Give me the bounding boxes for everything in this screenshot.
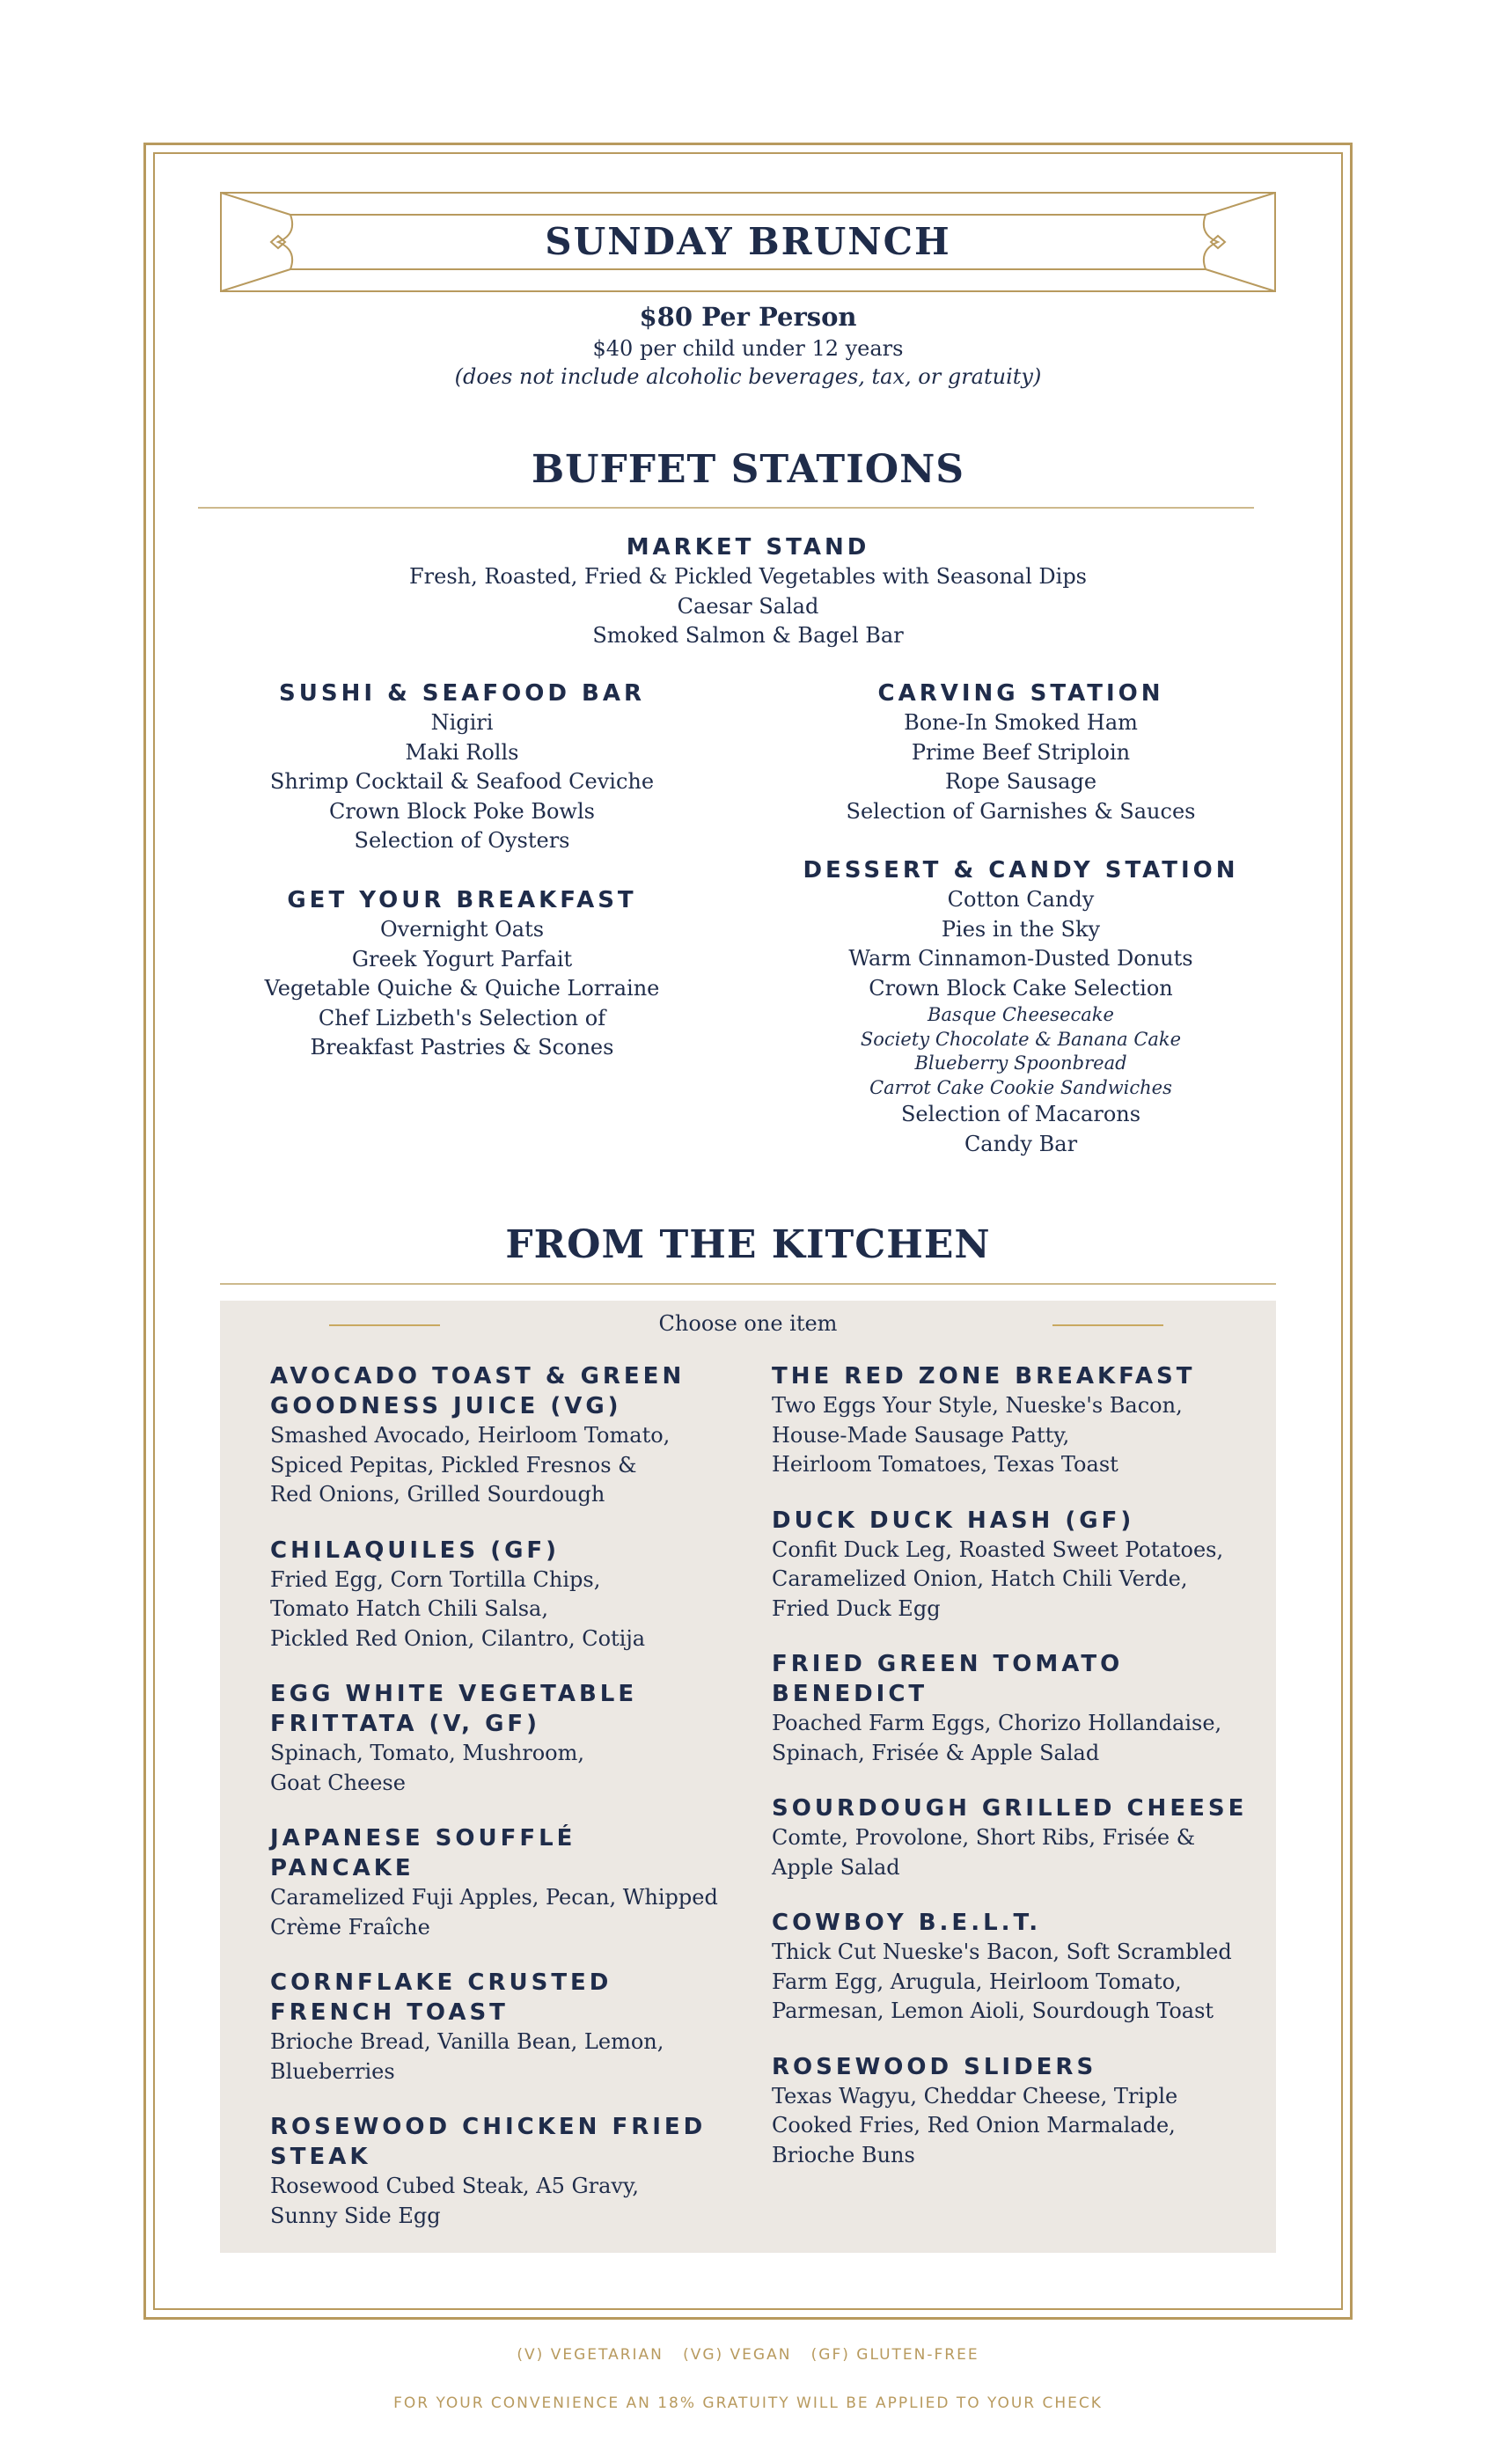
item-name: JAPANESE SOUFFLÉ PANCAKE: [270, 1825, 576, 1881]
market-stand-section: [0, 532, 1496, 651]
sushi-item: Crown Block Poke Bowls: [329, 798, 595, 824]
item-name: CORNFLAKE CRUSTED: [270, 1969, 612, 1996]
carving-item: Selection of Garnishes & Sauces: [846, 798, 1196, 824]
desc-line: Goat Cheese: [270, 1770, 406, 1795]
dessert-section: [757, 855, 1285, 1159]
desc-line: Spinach, Tomato, Mushroom,: [270, 1741, 584, 1765]
breakfast-title: GET YOUR BREAKFAST: [287, 887, 637, 913]
carving-item: Prime Beef Striploin: [911, 739, 1131, 765]
item-name: EGG WHITE VEGETABLE: [270, 1681, 638, 1707]
dessert-item: Crown Block Cake Selection: [869, 975, 1173, 1001]
item-name: STEAK: [270, 2144, 371, 2170]
kitchen-item: [772, 1908, 1265, 2027]
cake-subitem: Basque Cheesecake: [928, 1004, 1114, 1025]
sushi-item: Selection of Oysters: [354, 828, 570, 853]
kitchen-right-column: [772, 1361, 1265, 2196]
item-description: [270, 1421, 728, 1510]
carving-item: Rope Sausage: [944, 769, 1097, 794]
dessert-item: Warm Cinnamon-Dusted Donuts: [848, 946, 1193, 971]
kitchen-left-column: [270, 1361, 728, 2256]
item-name: ROSEWOOD SLIDERS: [772, 2053, 1097, 2080]
market-item: Fresh, Roasted, Fried & Pickled Vegetables with Seasonal Dips: [408, 564, 1087, 589]
item-description: [270, 1883, 728, 1942]
desc-line: Spiced Pepitas, Pickled Fresnos &: [270, 1452, 637, 1478]
item-name: DUCK DUCK HASH (GF): [772, 1507, 1135, 1534]
market-stand-title: MARKET STAND: [626, 534, 870, 561]
dessert-title: DESSERT & CANDY STATION: [803, 857, 1239, 884]
desc-line: Two Eggs Your Style, Nueske's Bacon,: [772, 1393, 1183, 1418]
item-name: THE RED ZONE BREAKFAST: [772, 1363, 1196, 1390]
desc-line: Pickled Red Onion, Cilantro, Cotija: [270, 1625, 646, 1651]
desc-line: Heirloom Tomatoes, Texas Toast: [772, 1452, 1118, 1477]
choose-one-note: Choose one item: [658, 1311, 838, 1336]
kitchen-item: [772, 1649, 1265, 1768]
cake-subitem: Blueberry Spoonbread: [914, 1052, 1127, 1074]
item-description: [772, 1938, 1265, 2027]
kitchen-item: [270, 1361, 728, 1510]
child-price: $40 per child under 12 years: [592, 336, 904, 361]
kitchen-item: [270, 1823, 728, 1942]
gratuity-note: FOR YOUR CONVENIENCE AN 18% GRATUITY WILL BE APPLIED TO YOUR CHECK: [393, 2394, 1103, 2412]
kitchen-item: [270, 1679, 728, 1798]
dessert-item: Cotton Candy: [947, 887, 1095, 912]
desc-line: Caramelized Onion, Hatch Chili Verde,: [772, 1566, 1188, 1591]
sushi-title: SUSHI & SEAFOOD BAR: [279, 680, 645, 707]
kitchen-item: [772, 2052, 1265, 2171]
desc-line: Brioche Buns: [772, 2142, 915, 2167]
desc-line: Farm Egg, Arugula, Heirloom Tomato,: [772, 1969, 1182, 1994]
breakfast-item: Greek Yogurt Parfait: [351, 946, 573, 972]
kitchen-item: [772, 1793, 1265, 1882]
item-description: [772, 1391, 1265, 1480]
item-name: CHILAQUILES (GF): [270, 1536, 561, 1564]
sushi-item: Nigiri: [430, 710, 494, 735]
item-name: FRENCH TOAST: [270, 1999, 509, 2026]
carving-section: [757, 678, 1285, 826]
kitchen-item: [270, 1536, 728, 1654]
desc-line: Caramelized Fuji Apples, Pecan, Whipped: [270, 1885, 718, 1910]
buffet-divider: [198, 507, 1254, 509]
dessert-item: Candy Bar: [964, 1131, 1078, 1156]
desc-line: Fried Egg, Corn Tortilla Chips,: [270, 1566, 601, 1592]
item-name: AVOCADO TOAST & GREEN: [270, 1363, 686, 1390]
desc-line: Fried Duck Egg: [772, 1595, 941, 1621]
desc-line: Confit Duck Leg, Roasted Sweet Potatoes,: [772, 1536, 1224, 1562]
item-description: [772, 2082, 1265, 2171]
desc-line: Poached Farm Eggs, Chorizo Hollandaise,: [772, 1711, 1222, 1735]
item-name: GOODNESS JUICE (VG): [270, 1393, 622, 1419]
dietary-legend: (V) VEGETARIAN (VG) VEGAN (GF) GLUTEN-FREE: [517, 2346, 979, 2364]
desc-line: Tomato Hatch Chili Salsa,: [270, 1596, 548, 1621]
market-item: Smoked Salmon & Bagel Bar: [592, 623, 904, 648]
breakfast-item: Chef Lizbeth's Selection of: [318, 1005, 606, 1030]
item-name: FRITTATA (V, GF): [270, 1711, 541, 1737]
kitchen-heading: FROM THE KITCHEN: [505, 1222, 991, 1267]
breakfast-item: Vegetable Quiche & Quiche Lorraine: [264, 976, 660, 1001]
item-description: [270, 1566, 728, 1654]
desc-line: Spinach, Frisée & Apple Salad: [772, 1740, 1100, 1765]
item-description: [772, 1823, 1265, 1882]
desc-line: Blueberries: [270, 2058, 395, 2084]
kitchen-item: [772, 1506, 1265, 1624]
carving-item: Bone-In Smoked Ham: [904, 710, 1138, 735]
item-name: ROSEWOOD CHICKEN FRIED: [270, 2114, 707, 2140]
item-description: [772, 1536, 1265, 1624]
breakfast-item: Overnight Oats: [379, 917, 545, 942]
breakfast-item: Breakfast Pastries & Scones: [310, 1035, 614, 1060]
dessert-item: Pies in the Sky: [941, 916, 1101, 942]
item-name: BENEDICT: [772, 1681, 928, 1707]
desc-line: Red Onions, Grilled Sourdough: [270, 1482, 605, 1507]
market-item: Caesar Salad: [677, 593, 819, 619]
desc-line: Sunny Side Egg: [270, 2203, 441, 2228]
cake-subitem: Society Chocolate & Banana Cake: [860, 1028, 1182, 1050]
kitchen-item: [270, 1968, 728, 2086]
buffet-heading: BUFFET STATIONS: [531, 447, 965, 492]
desc-line: Cooked Fries, Red Onion Marmalade,: [772, 2113, 1176, 2138]
kitchen-item: [772, 1361, 1265, 1480]
desc-line: Thick Cut Nueske's Bacon, Soft Scrambled: [772, 1940, 1232, 1964]
item-description: [270, 2028, 728, 2086]
adult-price: $80 Per Person: [639, 302, 857, 332]
sushi-section: [198, 678, 726, 856]
sushi-item: Maki Rolls: [405, 739, 519, 765]
desc-line: Crème Fraîche: [270, 1914, 430, 1940]
item-name: FRIED GREEN TOMATO: [772, 1651, 1124, 1677]
desc-line: House-Made Sausage Patty,: [772, 1422, 1070, 1448]
sushi-item: Shrimp Cocktail & Seafood Ceviche: [269, 769, 655, 794]
desc-line: Parmesan, Lemon Aioli, Sourdough Toast: [772, 1998, 1214, 2023]
breakfast-section: [198, 885, 726, 1063]
desc-line: Apple Salad: [772, 1854, 900, 1880]
kitchen-item: [270, 2112, 728, 2231]
cake-subitem: Carrot Cake Cookie Sandwiches: [869, 1076, 1172, 1098]
price-note: (does not include alcoholic beverages, tax, or gratuity): [454, 364, 1042, 389]
desc-line: Smashed Avocado, Heirloom Tomato,: [270, 1423, 671, 1448]
item-description: [772, 1709, 1265, 1768]
item-description: [270, 1739, 728, 1798]
item-description: [270, 2172, 728, 2231]
desc-line: Rosewood Cubed Steak, A5 Gravy,: [270, 2174, 639, 2198]
item-name: SOURDOUGH GRILLED CHEESE: [772, 1795, 1248, 1822]
desc-line: Comte, Provolone, Short Ribs, Frisée &: [772, 1825, 1196, 1850]
dessert-item: Selection of Macarons: [900, 1102, 1141, 1126]
desc-line: Brioche Bread, Vanilla Bean, Lemon,: [270, 2029, 664, 2054]
item-name: COWBOY B.E.L.T.: [772, 1910, 1042, 1936]
carving-title: CARVING STATION: [877, 680, 1164, 707]
menu-title: SUNDAY BRUNCH: [545, 220, 951, 263]
kitchen-divider: [220, 1283, 1276, 1285]
desc-line: Texas Wagyu, Cheddar Cheese, Triple: [772, 2083, 1178, 2108]
